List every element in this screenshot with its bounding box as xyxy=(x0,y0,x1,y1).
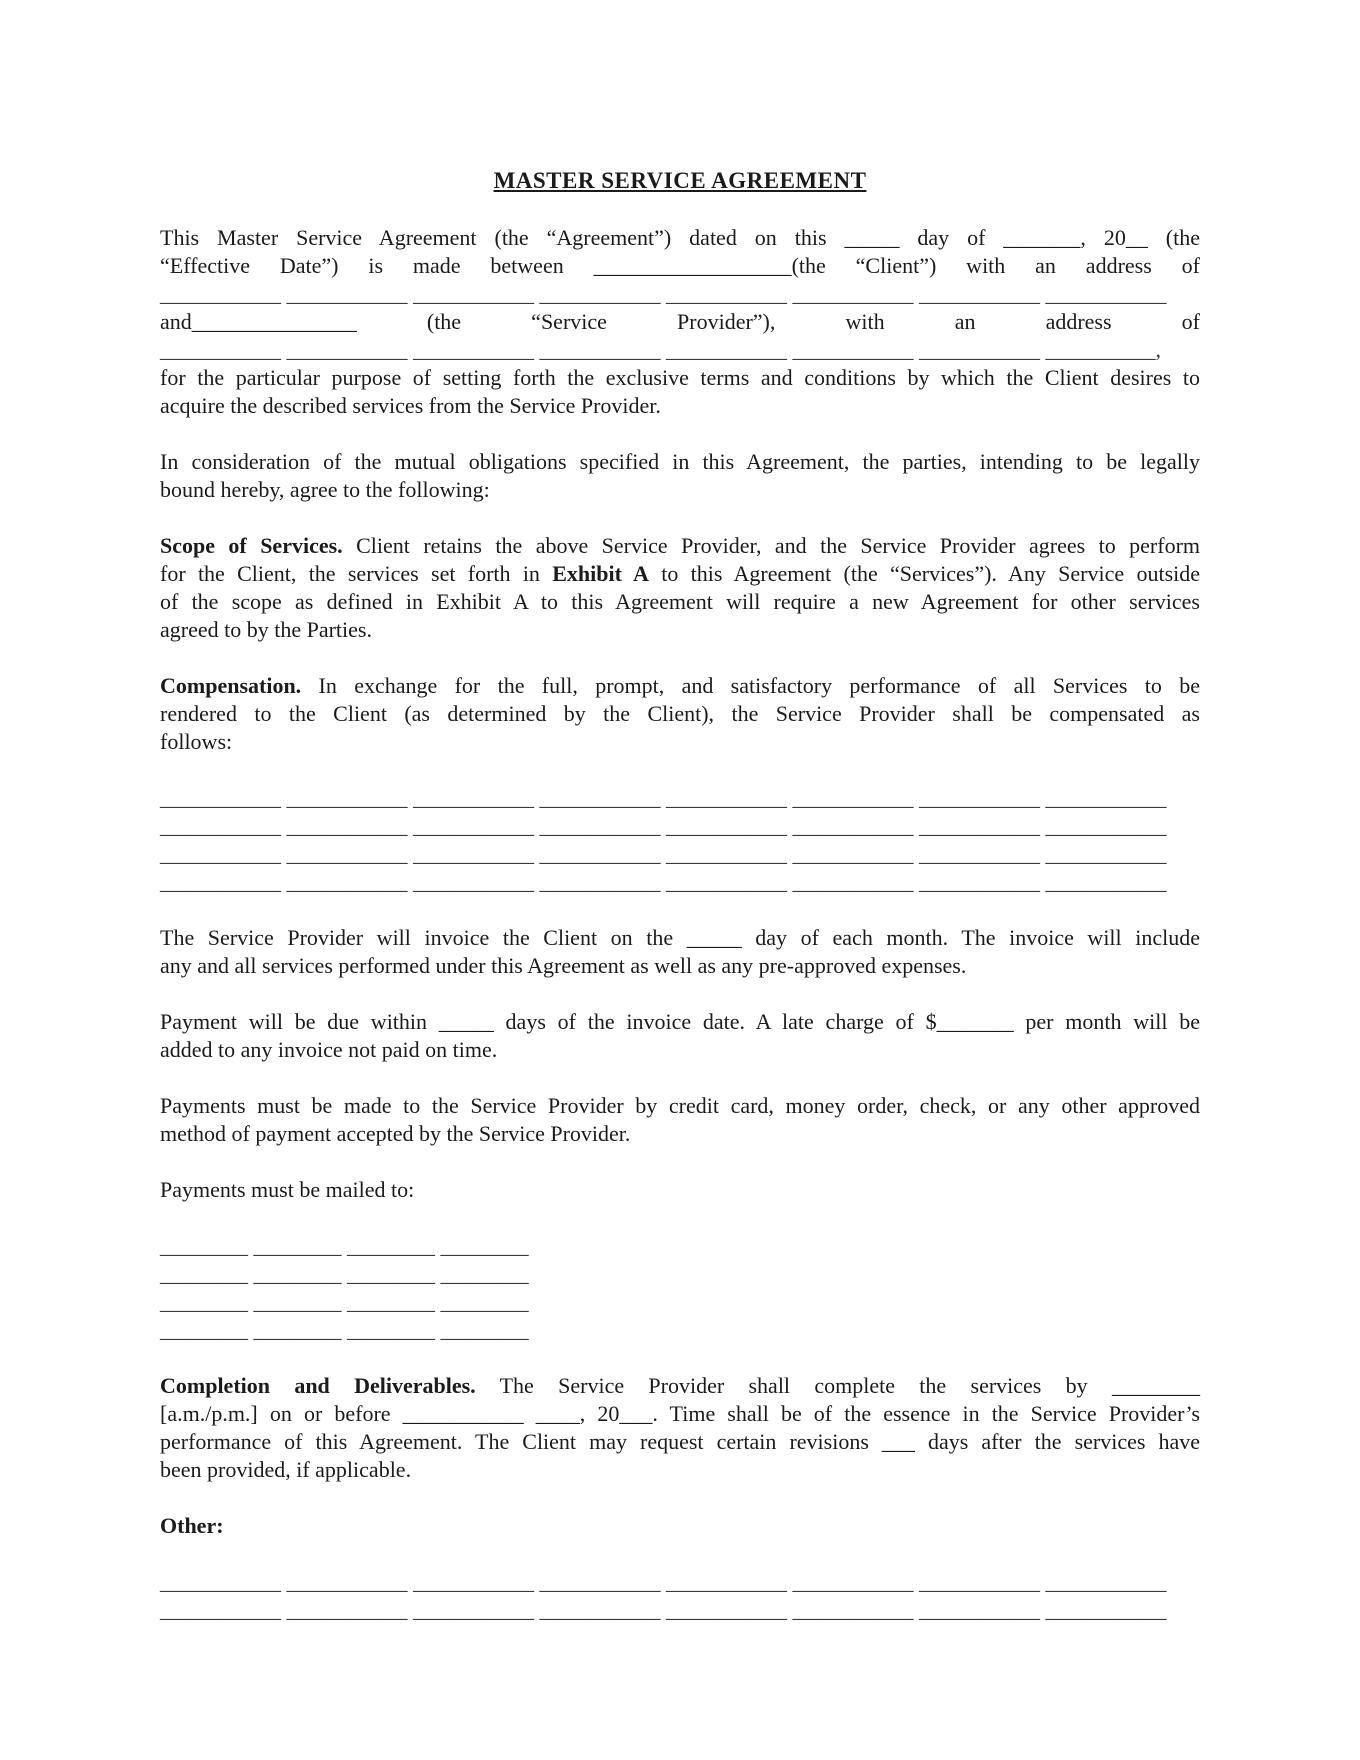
text-line: Payments must be made to the Service Provider by credit card, money order, check, or any other approved xyxy=(160,1093,1200,1118)
text-line: method of payment accepted by the Service Provider. xyxy=(160,1121,631,1146)
text-line: Payment will be due within _____ days of the invoice date. A late charge of $_______ per month will be xyxy=(160,1009,1200,1034)
text-line: Other: xyxy=(160,1513,224,1538)
blank-fill-line: ________ ________ ________ ________ xyxy=(160,1261,529,1286)
paragraph-invoice xyxy=(160,924,1200,980)
paragraph-intro xyxy=(160,224,1200,420)
paragraph-other-label xyxy=(160,1512,1200,1540)
text-line: and_______________ (the “Service Provider”), with an address of xyxy=(160,309,1200,334)
compensation-blank-lines xyxy=(160,784,1200,896)
blank-fill-line: ________ ________ ________ ________ xyxy=(160,1289,529,1314)
text-line: “Effective Date”) is made between __________________(the “Client”) with an address of xyxy=(160,253,1200,278)
text-line: Scope of Services. Client retains the above Service Provider, and the Service Provider agrees to perform xyxy=(160,533,1201,558)
blank-fill-line: ___________ ___________ ___________ ___________ ___________ ___________ ___________ ___________ xyxy=(160,841,1167,866)
text-line: This Master Service Agreement (the “Agreement”) dated on this _____ day of _______, 20__ (the xyxy=(160,225,1200,250)
paragraph-completion-deliverables xyxy=(160,1372,1200,1484)
text-line: performance of this Agreement. The Client may request certain revisions ___ days after the services have xyxy=(160,1429,1200,1454)
text-line: The Service Provider will invoice the Client on the _____ day of each month. The invoice will include xyxy=(160,925,1200,950)
document-title: MASTER SERVICE AGREEMENT xyxy=(493,168,867,193)
paragraph-consideration xyxy=(160,448,1200,504)
text-line: In consideration of the mutual obligations specified in this Agreement, the parties, intending to be legally xyxy=(160,449,1200,474)
paragraph-payment-due xyxy=(160,1008,1200,1064)
text-line: any and all services performed under this Agreement as well as any pre-approved expenses. xyxy=(160,953,967,978)
blank-fill-line: ___________ ___________ ___________ ___________ ___________ ___________ ___________ ___________ xyxy=(160,869,1167,894)
text-line: Compensation. In exchange for the full, prompt, and satisfactory performance of all Services to be xyxy=(160,673,1200,698)
text-line: rendered to the Client (as determined by the Client), the Service Provider shall be compensated as xyxy=(160,701,1200,726)
text-line: agreed to by the Parties. xyxy=(160,617,372,642)
text-line: Payments must be mailed to: xyxy=(160,1177,415,1202)
text-line: added to any invoice not paid on time. xyxy=(160,1037,498,1062)
text-line: for the Client, the services set forth in Exhibit A to this Agreement (the “Services”). Any Service outside xyxy=(160,561,1201,586)
text-line: acquire the described services from the Service Provider. xyxy=(160,393,661,418)
text-line: been provided, if applicable. xyxy=(160,1457,412,1482)
text-line: bound hereby, agree to the following: xyxy=(160,477,490,502)
blank-fill-line: ________ ________ ________ ________ xyxy=(160,1233,529,1258)
text-line: of the scope as defined in Exhibit A to this Agreement will require a new Agreement for other services xyxy=(160,589,1200,614)
text-line: [a.m./p.m.] on or before ___________ ____, 20___. Time shall be of the essence in the Service Provider’s xyxy=(160,1401,1200,1426)
blank-fill-line: ___________ ___________ ___________ ___________ ___________ ___________ ___________ __________, xyxy=(160,337,1161,362)
paragraph-payment-method xyxy=(160,1092,1200,1148)
paragraph-scope-of-services xyxy=(160,532,1200,644)
blank-fill-line: ___________ ___________ ___________ ___________ ___________ ___________ ___________ ___________ xyxy=(160,1569,1167,1594)
mailed-to-blank-lines xyxy=(160,1232,1200,1344)
text-line: follows: xyxy=(160,729,233,754)
paragraph-compensation xyxy=(160,672,1200,756)
blank-fill-line: ___________ ___________ ___________ ___________ ___________ ___________ ___________ ___________ xyxy=(160,785,1167,810)
text-line: for the particular purpose of setting forth the exclusive terms and conditions by which the Client desires to xyxy=(160,365,1200,390)
blank-fill-line: ___________ ___________ ___________ ___________ ___________ ___________ ___________ ___________ xyxy=(160,1597,1167,1622)
blank-fill-line: ________ ________ ________ ________ xyxy=(160,1317,529,1342)
other-blank-lines xyxy=(160,1568,1200,1624)
blank-fill-line: ___________ ___________ ___________ ___________ ___________ ___________ ___________ ___________ xyxy=(160,281,1167,306)
text-line: Completion and Deliverables. The Service Provider shall complete the services by ________ xyxy=(160,1373,1200,1398)
paragraph-mailed-to-label xyxy=(160,1176,1200,1204)
blank-fill-line: ___________ ___________ ___________ ___________ ___________ ___________ ___________ ___________ xyxy=(160,813,1167,838)
